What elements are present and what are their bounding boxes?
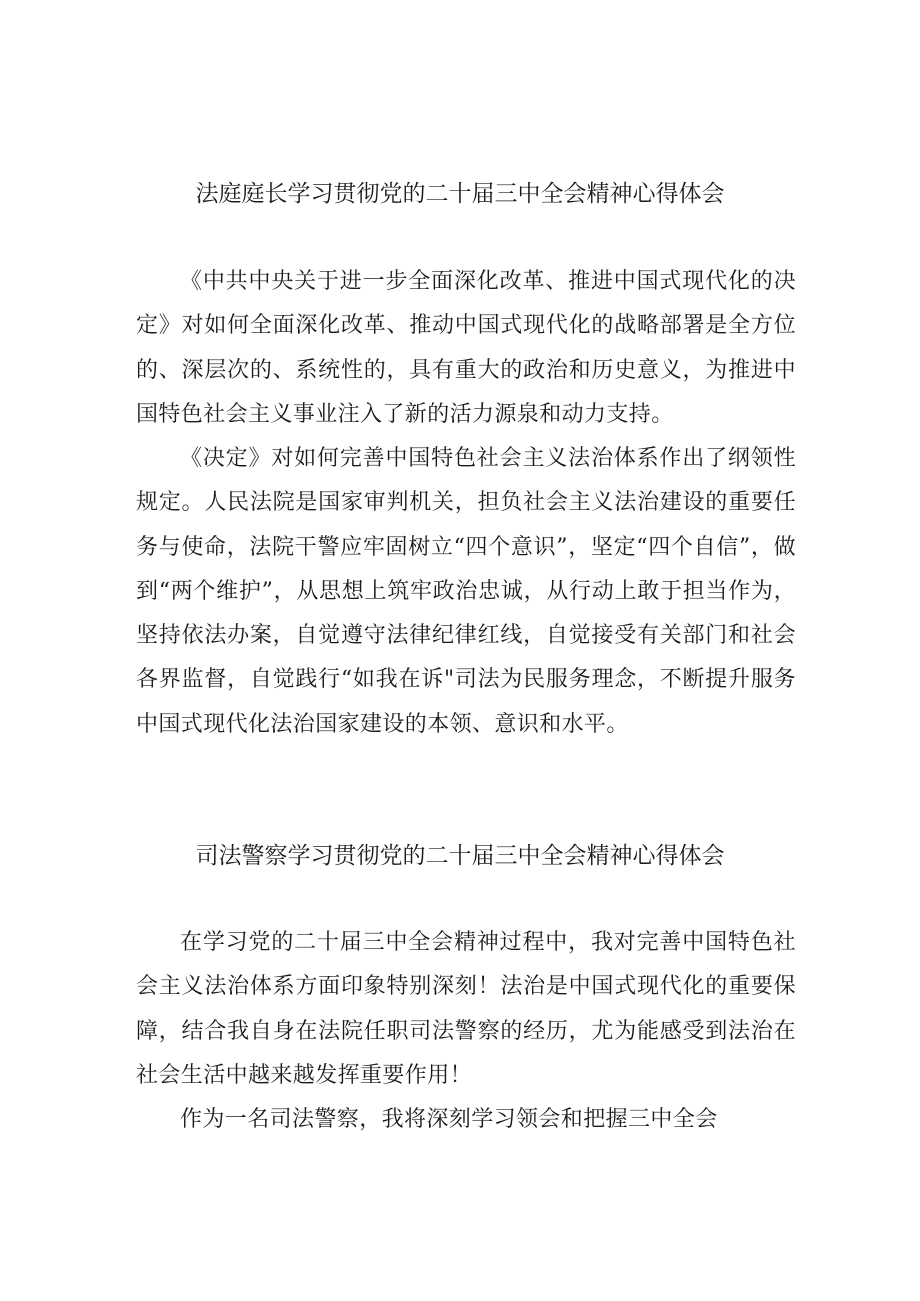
- paragraph: 《决定》对如何完善中国特色社会主义法治体系作出了纲领性规定。人民法院是国家审判机关，担负社会主义法治建设的重要任务与使命，法院干警应牢固树立“四个意识”，坚定“四个自信”，做到“两个维护”，从思想上筑牢政治忠诚，从行动上敢于担当作为，坚持依法办案，自觉遵守法律纪律红线，自觉接受有关部门和社会各界监督，自觉践行“如我在诉"司法为民服务理念，不断提升服务中国式现代化法治国家建设的本领、意识和水平。: [136, 446, 796, 737]
- section-title: 法庭庭长学习贯彻党的二十届三中全会精神心得体会: [195, 181, 725, 207]
- paragraph: 《中共中央关于进一步全面深化改革、推进中国式现代化的决定》对如何全面深化改革、推动中国式现代化的战略部署是全方位的、深层次的、系统性的，具有重大的政治和历史意义，为推进中国特色社会主义事业注入了新的活力源泉和动力支持。: [136, 269, 796, 427]
- paragraph: 在学习党的二十届三中全会精神过程中，我对完善中国特色社会主义法治体系方面印象特别深刻！法治是中国式现代化的重要保障，结合我自身在法院任职司法警察的经历，尤为能感受到法治在社会生活中越来越发挥重要作用！: [136, 930, 796, 1088]
- paragraph: 作为一名司法警察，我将深刻学习领会和把握三中全会: [180, 1107, 718, 1132]
- section-title: 司法警察学习贯彻党的二十届三中全会精神心得体会: [195, 843, 725, 869]
